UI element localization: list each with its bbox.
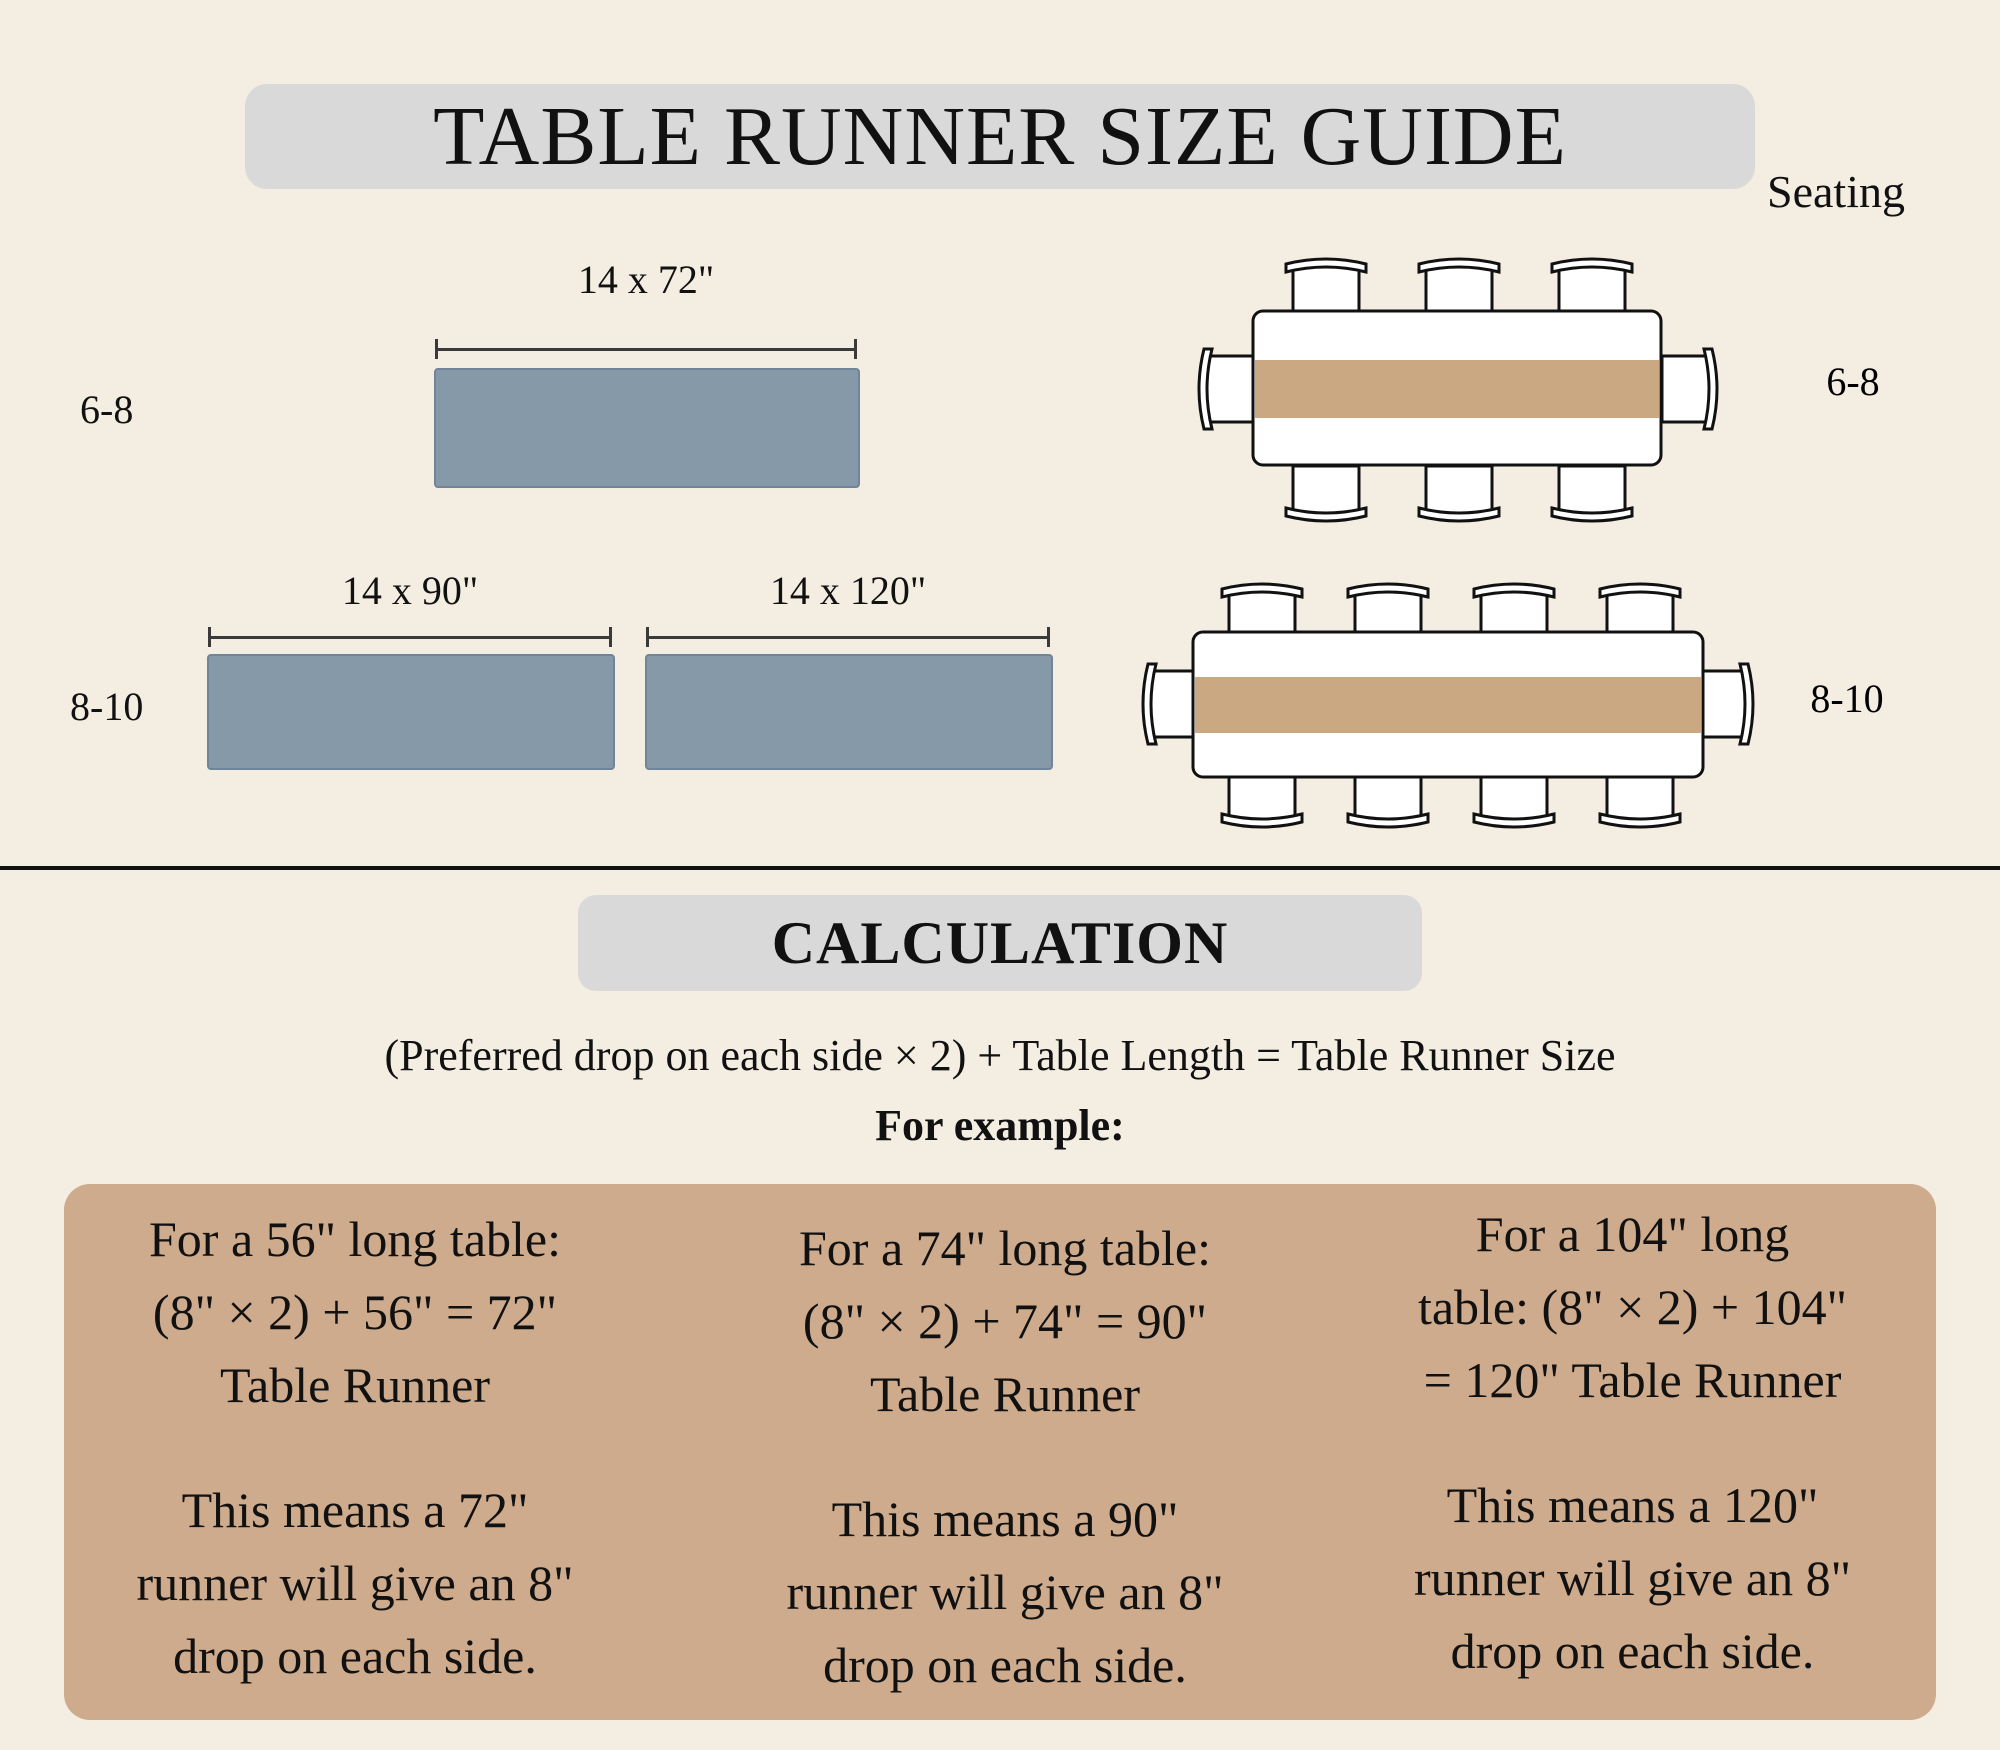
example-104 xyxy=(1360,1198,1905,1688)
example-line: Table Runner xyxy=(219,1357,491,1413)
example-line: = 120" Table Runner xyxy=(1423,1352,1842,1408)
example-line: Table Runner xyxy=(869,1366,1141,1422)
calculation-banner xyxy=(578,895,1422,991)
example-line: For a 104" long xyxy=(1475,1206,1790,1262)
example-line: For a 74" long table: xyxy=(798,1220,1211,1276)
row-label-8-10: 8-10 xyxy=(70,684,144,729)
runner-size-label-72: 14 x 72" xyxy=(577,257,715,302)
seating-6-8: 6-8 xyxy=(1826,359,1880,404)
table-illustrations xyxy=(0,0,2000,870)
example-56 xyxy=(80,1203,630,1693)
example-74 xyxy=(725,1212,1285,1702)
example-note: This means a 90" xyxy=(831,1491,1179,1547)
calculation-heading: CALCULATION xyxy=(771,909,1229,976)
example-note: This means a 120" xyxy=(1446,1477,1819,1533)
section-divider xyxy=(0,866,2000,870)
example-line: table: (8" × 2) + 104" xyxy=(1417,1279,1848,1335)
runner-size-label-120: 14 x 120" xyxy=(769,568,927,613)
example-line: For a 56" long table: xyxy=(148,1211,561,1267)
example-note: This means a 72" xyxy=(181,1482,529,1538)
example-line: (8" × 2) + 56" = 72" xyxy=(152,1284,558,1340)
table-6-8-icon xyxy=(1199,259,1717,521)
seating-8-10: 8-10 xyxy=(1810,676,1884,721)
example-label: For example: xyxy=(875,1101,1125,1150)
seating-header: Seating xyxy=(1767,166,1905,217)
example-note: drop on each side. xyxy=(173,1628,537,1684)
example-note: runner will give an 8" xyxy=(136,1555,574,1611)
example-note: drop on each side. xyxy=(1450,1623,1815,1679)
row-label-6-8: 6-8 xyxy=(80,387,134,432)
table-8-10-icon xyxy=(1143,584,1753,827)
example-note: drop on each side. xyxy=(823,1637,1187,1693)
example-line: (8" × 2) + 74" = 90" xyxy=(802,1293,1208,1349)
example-note: runner will give an 8" xyxy=(1414,1550,1851,1606)
runner-size-label-90: 14 x 90" xyxy=(341,568,479,613)
page-title: TABLE RUNNER SIZE GUIDE xyxy=(433,90,1567,183)
example-note: runner will give an 8" xyxy=(786,1564,1224,1620)
formula-text: (Preferred drop on each side × 2) + Table Length = Table Runner Size xyxy=(384,1031,1616,1080)
